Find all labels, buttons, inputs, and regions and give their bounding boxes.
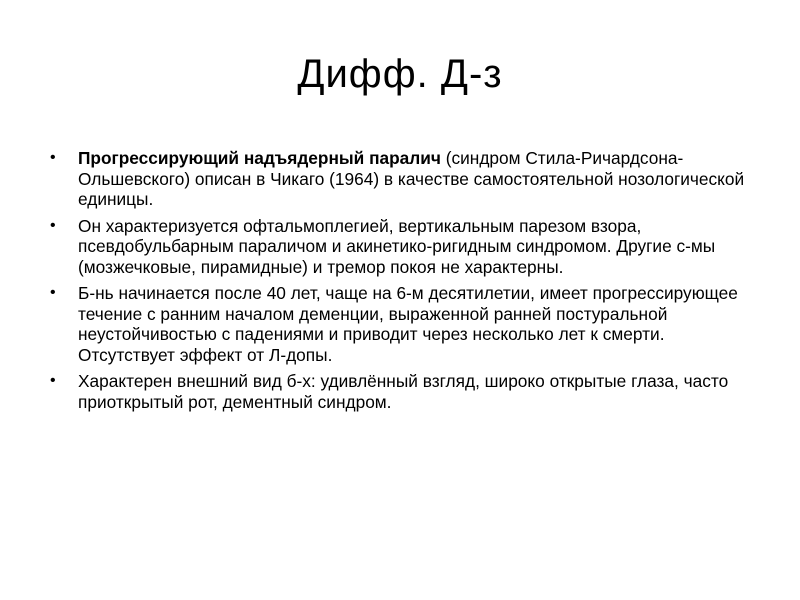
bullet-1-bold-text: Прогрессирующий надъядерный паралич — [78, 148, 441, 168]
bullet-3-text: Б-нь начинается после 40 лет, чаще на 6-м десятилетии, имеет прогрессирующее течение с ранним началом деменции, выраженной ранней постуральной неустойчивостью с падениями и приводит через несколько лет к смерти. Отсутствует эффект от Л-допы. — [78, 283, 738, 365]
bullet-marker: • — [50, 372, 56, 389]
bullet-item-1 — [50, 148, 750, 210]
bullet-4-text: Характерен внешний вид б-х: удивлённый взгляд, широко открытые глаза, часто приоткрытый рот, дементный синдром. — [78, 371, 729, 412]
bullet-marker: • — [50, 284, 56, 301]
bullet-2-text: Он характеризуется офтальмоплегией, вертикальным парезом взора, псевдобульбарным параличом и акинетико-ригидным синдромом. Другие с-мы (мозжечковые, пирамидные) и тремор покоя не характерны. — [78, 215, 716, 277]
slide-title: Дифф. Д-з — [297, 52, 503, 96]
bullet-item-4 — [50, 371, 750, 412]
bullet-item-3 — [50, 283, 750, 365]
bullet-marker: • — [50, 149, 56, 166]
bullet-marker: • — [50, 216, 56, 234]
bullet-item-2 — [50, 216, 750, 278]
bullet-1-text: (синдром Стила-Ричардсона-Ольшевского) описан в Чикаго (1964) в качестве самостоятельной нозологической единицы. — [78, 148, 745, 209]
bullet-list — [50, 148, 750, 418]
